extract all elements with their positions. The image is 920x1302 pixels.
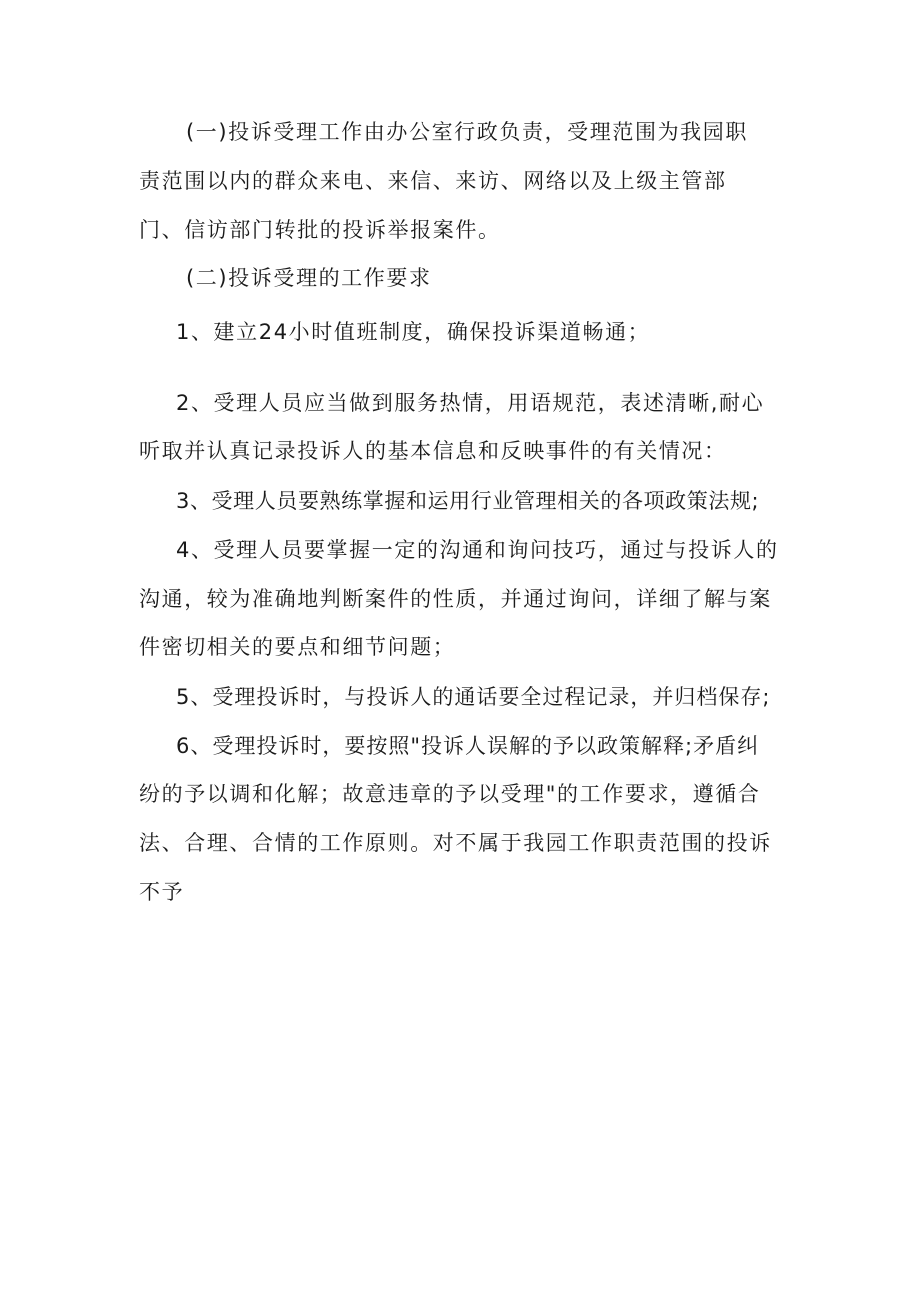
paragraph-1-line-2: 责范围以内的群众来电、来信、来访、网络以及上级主管部 [139,169,727,193]
item-1-line-1: 1、建立24小时值班制度，确保投诉渠道畅通； [176,320,651,344]
item-2-line-1: 2、受理人员应当做到服务热情，用语规范，表述清晰,耐心 [176,391,765,415]
item-5-line-1: 5、受理投诉时，与投诉人的通话要全过程记录，并归档保存; [176,685,771,709]
item-2-line-2: 听取并认真记录投诉人的基本信息和反映事件的有关情况： [139,439,727,463]
paragraph-1-line-3: 门、信访部门转批的投诉举报案件。 [139,218,501,242]
item-4-line-3: 件密切相关的要点和细节问题； [139,635,456,659]
paragraph-2-heading: (二)投诉受理的工作要求 [186,266,432,290]
item-6-line-4: 不予 [139,880,185,904]
item-3-line-1: 3、受理人员要熟练掌握和运用行业管理相关的各项政策法规; [176,489,760,513]
item-6-line-2: 纷的予以调和化解；故意违章的予以受理"的工作要求，遵循合 [139,782,761,806]
item-6-line-1: 6、受理投诉时，要按照"投诉人误解的予以政策解释;矛盾纠 [176,734,760,758]
item-4-line-2: 沟通，较为准确地判断案件的性质，并通过询问，详细了解与案 [139,587,772,611]
paragraph-1-line-1: (一)投诉受理工作由办公室行政负责，受理范围为我园职 [186,120,748,144]
item-4-line-1: 4、受理人员要掌握一定的沟通和询问技巧，通过与投诉人的 [176,538,779,562]
item-6-line-3: 法、合理、合情的工作原则。对不属于我园工作职责范围的投诉 [139,831,772,855]
